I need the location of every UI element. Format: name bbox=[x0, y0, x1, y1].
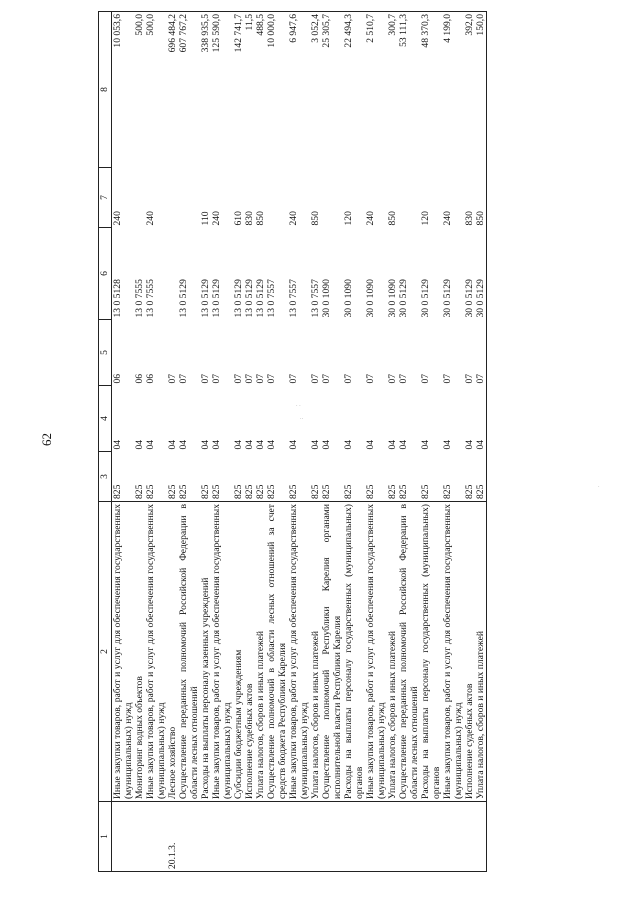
cell-c2: Расходы на выплаты персоналу государственных (муниципальных) органов bbox=[420, 502, 442, 802]
cell-c2: Осуществление переданных полномочий Российской Федерации в области лесных отношений bbox=[398, 502, 420, 802]
cell-c7: 850 bbox=[387, 211, 398, 226]
cell-c4: 04 bbox=[211, 439, 222, 450]
cell-c7 bbox=[178, 168, 200, 228]
cell-c8: 500,0 bbox=[134, 12, 145, 168]
cell-c3: 825 bbox=[255, 484, 266, 499]
cell-c8: 488,5 bbox=[255, 12, 266, 168]
cell-c6: 13 0 5129 bbox=[255, 279, 266, 318]
scan-speckle: · · bbox=[296, 403, 301, 409]
cell-c3: 825 bbox=[211, 484, 222, 499]
cell-c4: 04 bbox=[167, 439, 178, 450]
cell-c2: Иные закупки товаров, работ и услуг для обеспечения государственных (муниципальных) нужд bbox=[365, 502, 387, 802]
cell-c8: 142 741,7 bbox=[233, 12, 244, 168]
cell-c3: 825 bbox=[233, 484, 244, 499]
cell-c7: 110 bbox=[200, 211, 211, 226]
cell-c6: 13 0 5129 bbox=[178, 279, 189, 318]
cell-c5: 07 bbox=[420, 373, 431, 384]
cell-c5: 07 bbox=[343, 373, 354, 384]
cell-c4: 04 bbox=[200, 439, 211, 450]
cell-c8: 4 199,0 bbox=[442, 12, 464, 168]
cell-c2: Лесное хозяйство bbox=[167, 502, 178, 802]
cell-c6 bbox=[167, 228, 178, 320]
cell-c3: 825 bbox=[464, 484, 475, 499]
cell-c7: 120 bbox=[420, 211, 431, 226]
cell-c1 bbox=[112, 802, 135, 872]
cell-c1 bbox=[442, 802, 464, 872]
table-row bbox=[398, 12, 420, 872]
scan-speckle: ·· bbox=[300, 416, 304, 422]
cell-c3: 825 bbox=[387, 484, 398, 499]
cell-c1 bbox=[244, 802, 255, 872]
cell-c4: 04 bbox=[387, 439, 398, 450]
cell-c5: 07 bbox=[365, 373, 376, 384]
cell-c2: Иные закупки товаров, работ и услуг для обеспечения государственных (муниципальных) нужд bbox=[211, 502, 233, 802]
table-row bbox=[211, 12, 233, 872]
cell-c7: 240 bbox=[145, 211, 156, 226]
cell-c2: Уплата налогов, сборов и иных платежей bbox=[387, 502, 398, 802]
cell-c5: 07 bbox=[475, 320, 487, 386]
table-row bbox=[365, 12, 387, 872]
cell-c1 bbox=[310, 802, 321, 872]
cell-c5: 07 bbox=[255, 373, 266, 384]
scan-speckle: · bbox=[598, 484, 600, 490]
cell-c2: Иные закупки товаров, работ и услуг для обеспечения государственных (муниципальных) нужд bbox=[442, 502, 464, 802]
cell-c1 bbox=[321, 802, 343, 872]
cell-c6: 30 0 5129 bbox=[420, 279, 431, 318]
cell-c6: 30 0 5129 bbox=[475, 228, 487, 320]
cell-c5: 07 bbox=[398, 373, 409, 384]
cell-c7: 830 bbox=[464, 211, 475, 226]
table-row bbox=[200, 12, 211, 872]
cell-c8: 338 935,5 bbox=[200, 12, 211, 168]
cell-c6: 30 0 1090 bbox=[387, 279, 398, 318]
table-row bbox=[387, 12, 398, 872]
cell-c5: 07 bbox=[233, 373, 244, 384]
cell-c4: 04 bbox=[310, 439, 321, 450]
table-row bbox=[145, 12, 167, 872]
budget-table bbox=[98, 11, 487, 872]
cell-c7: 240 bbox=[365, 211, 376, 226]
cell-c7 bbox=[266, 168, 288, 228]
cell-c8: 607 767,2 bbox=[178, 12, 200, 168]
cell-c7 bbox=[167, 168, 178, 228]
cell-c8: 392,0 bbox=[464, 12, 475, 168]
cell-c2: Мониторинг водных объектов bbox=[134, 502, 145, 802]
cell-c1 bbox=[233, 802, 244, 872]
cell-c1 bbox=[200, 802, 211, 872]
cell-c2: Осуществление полномочий в области лесных отношений за счет средств бюджета Республики Карелия bbox=[266, 502, 288, 802]
cell-c3: 825 bbox=[266, 484, 277, 499]
table-row bbox=[233, 12, 244, 872]
cell-c6: 13 0 7555 bbox=[145, 279, 156, 318]
cell-c8: 48 370,3 bbox=[420, 12, 442, 168]
cell-c4: 04 bbox=[475, 386, 487, 452]
cell-c5: 07 bbox=[288, 373, 299, 384]
cell-c4: 04 bbox=[343, 439, 354, 450]
cell-c5: 07 bbox=[266, 373, 277, 384]
cell-c4: 04 bbox=[178, 439, 189, 450]
cell-c6: 30 0 5129 bbox=[464, 279, 475, 318]
cell-c2: Иные закупки товаров, работ и услуг для обеспечения государственных (муниципальных) нужд bbox=[288, 502, 310, 802]
cell-c3: 825 bbox=[112, 484, 123, 499]
cell-c3: 825 bbox=[244, 484, 255, 499]
column-header-6: 6 bbox=[99, 228, 112, 320]
table-row bbox=[112, 12, 135, 872]
table-row bbox=[442, 12, 464, 872]
cell-c7: 850 bbox=[255, 211, 266, 226]
cell-c4: 04 bbox=[464, 439, 475, 450]
cell-c1 bbox=[420, 802, 442, 872]
cell-c1 bbox=[343, 802, 365, 872]
cell-c3: 825 bbox=[365, 484, 376, 499]
cell-c1 bbox=[475, 802, 487, 872]
cell-c6: 30 0 5129 bbox=[398, 279, 409, 318]
cell-c1 bbox=[178, 802, 200, 872]
cell-c8: 10 053,6 bbox=[112, 12, 135, 168]
cell-c8: 3 052,4 bbox=[310, 12, 321, 168]
cell-c5: 07 bbox=[211, 373, 222, 384]
cell-c1 bbox=[288, 802, 310, 872]
cell-c2: Исполнение судебных актов bbox=[244, 502, 255, 802]
cell-c5: 07 bbox=[442, 373, 453, 384]
cell-c5: 07 bbox=[178, 373, 189, 384]
cell-c5: 07 bbox=[464, 373, 475, 384]
table-row bbox=[255, 12, 266, 872]
cell-c3: 825 bbox=[343, 484, 354, 499]
cell-c4: 04 bbox=[145, 439, 156, 450]
cell-c4: 04 bbox=[420, 439, 431, 450]
column-header-2: 2 bbox=[99, 502, 112, 802]
page-number: 62 bbox=[39, 433, 54, 446]
cell-c4: 04 bbox=[321, 439, 332, 450]
cell-c7: 240 bbox=[288, 211, 299, 226]
cell-c3: 825 bbox=[200, 484, 211, 499]
cell-c7: 850 bbox=[310, 211, 321, 226]
cell-c7 bbox=[134, 168, 145, 228]
cell-c7: 120 bbox=[343, 211, 354, 226]
cell-c4: 04 bbox=[266, 439, 277, 450]
column-header-5: 5 bbox=[99, 320, 112, 386]
cell-c3: 825 bbox=[420, 484, 431, 499]
cell-c2: Уплата налогов, сборов и иных платежей bbox=[255, 502, 266, 802]
cell-c3: 825 bbox=[288, 484, 299, 499]
cell-c7: 240 bbox=[211, 211, 222, 226]
cell-c8: 696 484,2 bbox=[167, 12, 178, 168]
cell-c5: 07 bbox=[200, 373, 211, 384]
cell-c7: 610 bbox=[233, 211, 244, 226]
cell-c6: 13 0 5129 bbox=[211, 279, 222, 318]
cell-c8: 6 947,6 bbox=[288, 12, 310, 168]
cell-c6: 13 0 5129 bbox=[200, 279, 211, 318]
table-row bbox=[288, 12, 310, 872]
cell-c1 bbox=[134, 802, 145, 872]
cell-c2: Осуществление полномочий Республики Карелия органами исполнительной власти Республики Карелия bbox=[321, 502, 343, 802]
cell-c4: 04 bbox=[233, 439, 244, 450]
cell-c1 bbox=[387, 802, 398, 872]
cell-c8: 22 494,3 bbox=[343, 12, 365, 168]
cell-c4: 04 bbox=[112, 439, 123, 450]
cell-c2: Расходы на выплаты персоналу государственных (муниципальных) органов bbox=[343, 502, 365, 802]
cell-c5: 07 bbox=[310, 373, 321, 384]
budget-table-rotated bbox=[98, 12, 528, 872]
table-row bbox=[343, 12, 365, 872]
cell-c8: 25 305,7 bbox=[321, 12, 343, 168]
cell-c7 bbox=[321, 168, 343, 228]
table-row bbox=[475, 12, 487, 872]
cell-c6: 13 0 7557 bbox=[310, 279, 321, 318]
cell-c2: Иные закупки товаров, работ и услуг для обеспечения государственных (муниципальных) нужд bbox=[112, 502, 135, 802]
cell-c2: Иные закупки товаров, работ и услуг для обеспечения государственных (муниципальных) нужд bbox=[145, 502, 167, 802]
table-row bbox=[244, 12, 255, 872]
cell-c8: 150,0 bbox=[475, 12, 487, 168]
table-body bbox=[112, 12, 487, 872]
cell-c7: 850 bbox=[475, 168, 487, 228]
cell-c1 bbox=[365, 802, 387, 872]
cell-c7: 240 bbox=[442, 211, 453, 226]
cell-c7: 240 bbox=[112, 211, 123, 226]
cell-c3: 825 bbox=[134, 484, 145, 499]
cell-c2: Уплата налогов, сборов и иных платежей bbox=[475, 502, 487, 802]
column-header-8: 8 bbox=[99, 12, 112, 168]
cell-c1 bbox=[255, 802, 266, 872]
table-row bbox=[321, 12, 343, 872]
cell-c6: 13 0 5129 bbox=[233, 279, 244, 318]
cell-c8: 2 510,7 bbox=[365, 12, 387, 168]
cell-c6: 30 0 1090 bbox=[321, 279, 332, 318]
cell-c2: Уплата налогов, сборов и иных платежей bbox=[310, 502, 321, 802]
header-row bbox=[99, 12, 112, 872]
cell-c5: 07 bbox=[167, 373, 178, 384]
cell-c8: 53 111,3 bbox=[398, 12, 420, 168]
cell-c6: 13 0 7555 bbox=[134, 279, 145, 318]
cell-c3: 825 bbox=[321, 484, 332, 499]
cell-c1 bbox=[211, 802, 233, 872]
cell-c2: Субсидии бюджетным учреждениям bbox=[233, 502, 244, 802]
cell-c6: 30 0 5129 bbox=[442, 279, 453, 318]
cell-c3: 825 bbox=[442, 484, 453, 499]
table-row bbox=[178, 12, 200, 872]
cell-c5: 07 bbox=[387, 373, 398, 384]
cell-c1 bbox=[266, 802, 288, 872]
cell-c7: 830 bbox=[244, 211, 255, 226]
cell-c6: 13 0 7557 bbox=[266, 279, 277, 318]
cell-c6: 13 0 7557 bbox=[288, 279, 299, 318]
table-row bbox=[134, 12, 145, 872]
table-row bbox=[266, 12, 288, 872]
column-header-1: 1 bbox=[99, 802, 112, 872]
cell-c4: 04 bbox=[244, 439, 255, 450]
cell-c4: 04 bbox=[365, 439, 376, 450]
cell-c5: 06 bbox=[134, 373, 145, 384]
cell-c2: Исполнение судебных актов bbox=[464, 502, 475, 802]
cell-c6: 13 0 5128 bbox=[112, 279, 123, 318]
cell-c6: 13 0 5129 bbox=[244, 279, 255, 318]
table-row bbox=[420, 12, 442, 872]
cell-c3: 825 bbox=[475, 452, 487, 502]
cell-c2: Расходы на выплаты персоналу казенных учреждений bbox=[200, 502, 211, 802]
cell-c3: 825 bbox=[145, 484, 156, 499]
cell-c6: 30 0 1090 bbox=[365, 279, 376, 318]
cell-c8: 300,7 bbox=[387, 12, 398, 168]
cell-c5: 06 bbox=[145, 373, 156, 384]
cell-c1 bbox=[464, 802, 475, 872]
column-header-3: 3 bbox=[99, 452, 112, 502]
cell-c4: 04 bbox=[255, 439, 266, 450]
cell-c3: 825 bbox=[178, 484, 189, 499]
cell-c4: 04 bbox=[134, 439, 145, 450]
cell-c3: 825 bbox=[310, 484, 321, 499]
cell-c3: 825 bbox=[398, 484, 409, 499]
cell-c8: 10 000,0 bbox=[266, 12, 288, 168]
cell-c2: Осуществление переданных полномочий Российской Федерации в области лесных отношений bbox=[178, 502, 200, 802]
cell-c8: 11,5 bbox=[244, 12, 255, 168]
cell-c8: 500,0 bbox=[145, 12, 167, 168]
cell-c4: 04 bbox=[288, 439, 299, 450]
table-row bbox=[167, 12, 178, 872]
cell-c5: 07 bbox=[244, 373, 255, 384]
table-row bbox=[310, 12, 321, 872]
cell-c7 bbox=[398, 168, 420, 228]
cell-c5: 06 bbox=[112, 373, 123, 384]
column-header-4: 4 bbox=[99, 386, 112, 452]
cell-c6: 30 0 1090 bbox=[343, 279, 354, 318]
cell-c8: 125 590,0 bbox=[211, 12, 233, 168]
cell-c1 bbox=[145, 802, 167, 872]
cell-c1: 20.1.3. bbox=[167, 802, 178, 872]
column-header-7: 7 bbox=[99, 168, 112, 228]
table-row bbox=[464, 12, 475, 872]
cell-c5: 07 bbox=[321, 373, 332, 384]
cell-c4: 04 bbox=[398, 439, 409, 450]
cell-c4: 04 bbox=[442, 439, 453, 450]
cell-c3: 825 bbox=[167, 484, 178, 499]
cell-c1 bbox=[398, 802, 420, 872]
